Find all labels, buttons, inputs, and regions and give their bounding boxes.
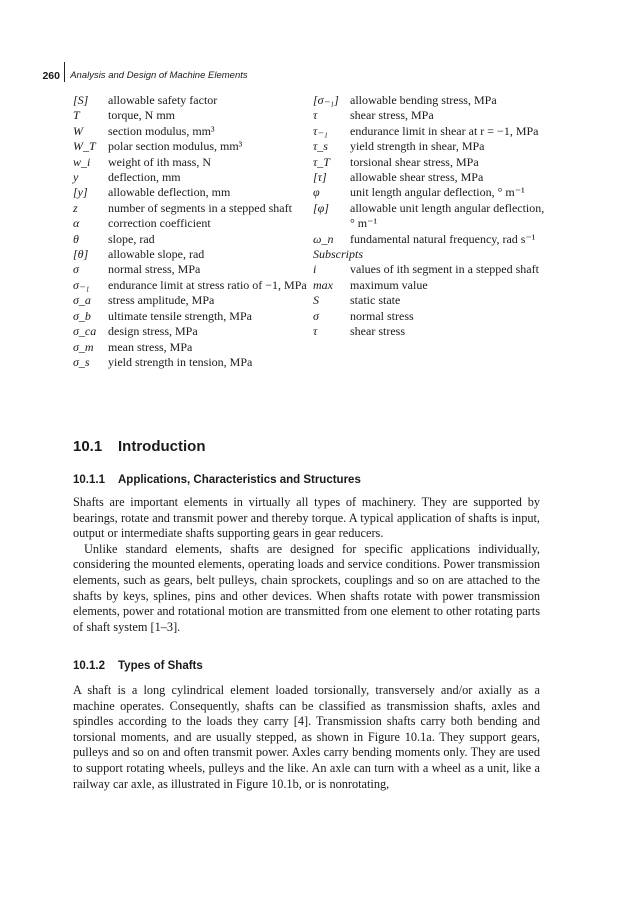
nomenclature-row — [73, 232, 313, 247]
symbol: S — [313, 293, 319, 308]
symbol: σ_s — [73, 354, 90, 369]
nomenclature-row — [73, 124, 313, 139]
symbol: τ — [313, 324, 318, 339]
subsection-number: 10.1.1 — [73, 474, 105, 486]
definition: allowable bending stress, MPa — [350, 93, 497, 107]
nomenclature-row — [313, 139, 545, 154]
nomenclature-row — [73, 293, 313, 308]
definition: allowable slope, rad — [108, 247, 205, 262]
symbol: [φ] — [313, 200, 329, 215]
symbol: y — [73, 170, 79, 185]
symbol: σ — [313, 308, 319, 323]
symbol: W — [73, 123, 83, 138]
definition: allowable unit length angular deflection, ° m⁻¹ — [350, 200, 545, 231]
symbol: τ — [313, 108, 318, 123]
definition: normal stress, MPa — [108, 262, 201, 277]
definition: allowable deflection, mm — [108, 185, 231, 200]
symbol: τ_s — [313, 139, 328, 154]
symbol: σ_b — [73, 308, 91, 323]
symbol: max — [313, 277, 333, 292]
nomenclature-row — [313, 124, 545, 139]
definition: torsional shear stress, MPa — [350, 154, 479, 169]
definition: deflection, mm — [108, 170, 181, 185]
nomenclature-row — [73, 355, 313, 370]
definition: values of ith segment in a stepped shaft — [350, 262, 539, 277]
definition: yield strength in tension, MPa — [108, 354, 253, 369]
subscript-row — [313, 278, 545, 293]
symbol: φ — [313, 185, 320, 200]
nomenclature-row — [313, 185, 545, 200]
symbol: z — [73, 200, 78, 215]
symbol: [S] — [73, 93, 89, 107]
definition: endurance limit at stress ratio of −1, MPa — [108, 277, 307, 292]
nomenclature-row — [73, 216, 313, 231]
definition: shear stress — [350, 324, 405, 339]
definition: maximum value — [350, 277, 428, 292]
nomenclature-row — [73, 108, 313, 123]
definition: allowable shear stress, MPa — [350, 170, 484, 185]
nomenclature-row — [73, 278, 313, 293]
subscript-row — [313, 293, 545, 308]
symbol: σ_m — [73, 339, 94, 354]
symbol: [τ] — [313, 170, 327, 185]
nomenclature-right — [313, 93, 545, 340]
nomenclature-row — [73, 139, 313, 154]
subsection-title: Types of Shafts — [118, 660, 203, 672]
nomenclature-row — [313, 201, 545, 232]
nomenclature-row — [313, 170, 545, 185]
symbol: σ — [73, 262, 79, 277]
definition: unit length angular deflection, ° m⁻¹ — [350, 185, 525, 200]
definition: fundamental natural frequency, rad s⁻¹ — [350, 231, 536, 246]
subscript-row — [313, 262, 545, 277]
section-number: 10.1 — [73, 438, 103, 455]
running-title: Analysis and Design of Machine Elements — [70, 70, 248, 81]
nomenclature-left — [73, 93, 313, 370]
symbol: τ_T — [313, 154, 330, 169]
nomenclature-row — [73, 185, 313, 200]
paragraph: Unlike standard elements, shafts are designed for specific applications individually, considering the mounted elements, operating loads and service conditions. Power transmission elements, such as gears, belt pulleys, chain sprockets, couplings and so on are attached to the shafts by keys, splines, pins and other devices. When shafts rotate with power transmission elements, power and rotational motion are transmitted from one element to other rotating parts of shaft system [1–3]. — [73, 541, 540, 634]
symbol: i — [313, 262, 317, 277]
definition: slope, rad — [108, 231, 155, 246]
definition: number of segments in a stepped shaft — [108, 200, 292, 215]
definition: mean stress, MPa — [108, 339, 193, 354]
symbol: α — [73, 216, 80, 231]
symbol: [σ₋₁] — [313, 93, 339, 107]
subsection-heading — [73, 660, 203, 672]
symbol: σ_a — [73, 293, 91, 308]
symbol: σ₋₁ — [73, 277, 90, 292]
nomenclature-row — [73, 247, 313, 262]
definition: section modulus, mm³ — [108, 123, 215, 138]
section-title: Introduction — [118, 438, 206, 455]
nomenclature-row — [73, 340, 313, 355]
definition: stress amplitude, MPa — [108, 293, 215, 308]
definition: normal stress — [350, 308, 414, 323]
symbol: τ₋₁ — [313, 123, 328, 138]
nomenclature-row — [313, 108, 545, 123]
definition: shear stress, MPa — [350, 108, 434, 123]
nomenclature-row — [313, 93, 545, 108]
subsection-number: 10.1.2 — [73, 660, 105, 672]
subsection-title: Applications, Characteristics and Structures — [118, 474, 361, 486]
nomenclature-row — [73, 155, 313, 170]
symbol: ω_n — [313, 231, 334, 246]
body-text-1 — [73, 495, 540, 635]
body-text-2 — [73, 683, 540, 792]
paragraph: A shaft is a long cylindrical element loaded torsionally, transversely and/or axially as a machine operates. Consequently, shafts can be classified as transmission shafts, axles and spindles according to the loads they carry [4]. Transmission shafts carry both bending and torsional moments, and are usually stepped, as shown in Figure 10.1a. They support gears, pulleys and so on and often transmit power. Axles carry bending moments only. They are used to support rotating wheels, pulleys and the like. An axle can turn with a wheel as a unit, like a railway car axle, as illustrated in Figure 10.1b, or is nonrotating, — [73, 683, 540, 791]
definition: design stress, MPa — [108, 324, 198, 339]
definition: torque, N mm — [108, 108, 175, 123]
definition: weight of ith mass, N — [108, 154, 211, 169]
nomenclature-row — [73, 324, 313, 339]
symbol: σ_ca — [73, 324, 97, 339]
subscript-row — [313, 324, 545, 339]
page-number: 260 — [42, 70, 60, 82]
definition: endurance limit in shear at r = −1, MPa — [350, 123, 539, 138]
symbol: T — [73, 108, 80, 123]
symbol: W_T — [73, 139, 96, 154]
nomenclature-row — [73, 309, 313, 324]
paragraph: Shafts are important elements in virtually all types of machinery. They are supported by bearings, rotate and transmit power and thereby torque. A typical application of shafts is input, output or intermediate shafts supporting gears in gear reducers. — [73, 495, 540, 541]
running-header — [38, 62, 248, 82]
definition: ultimate tensile strength, MPa — [108, 308, 252, 323]
nomenclature-row — [73, 93, 313, 108]
nomenclature-row — [73, 201, 313, 216]
symbol: θ — [73, 231, 79, 246]
subscript-row — [313, 309, 545, 324]
subscripts-heading: Subscripts — [313, 247, 364, 262]
symbol: [y] — [73, 185, 88, 200]
symbol: [θ] — [73, 247, 89, 262]
definition: static state — [350, 293, 401, 308]
subsection-heading — [73, 474, 361, 486]
definition: correction coefficient — [108, 216, 211, 231]
definition: yield strength in shear, MPa — [350, 139, 485, 154]
definition: polar section modulus, mm³ — [108, 139, 243, 154]
section-heading — [73, 438, 205, 455]
nomenclature-row — [73, 262, 313, 277]
symbol: w_i — [73, 154, 91, 169]
nomenclature-row — [73, 170, 313, 185]
definition: allowable safety factor — [108, 93, 218, 107]
nomenclature-row — [313, 155, 545, 170]
nomenclature-row — [313, 232, 545, 247]
